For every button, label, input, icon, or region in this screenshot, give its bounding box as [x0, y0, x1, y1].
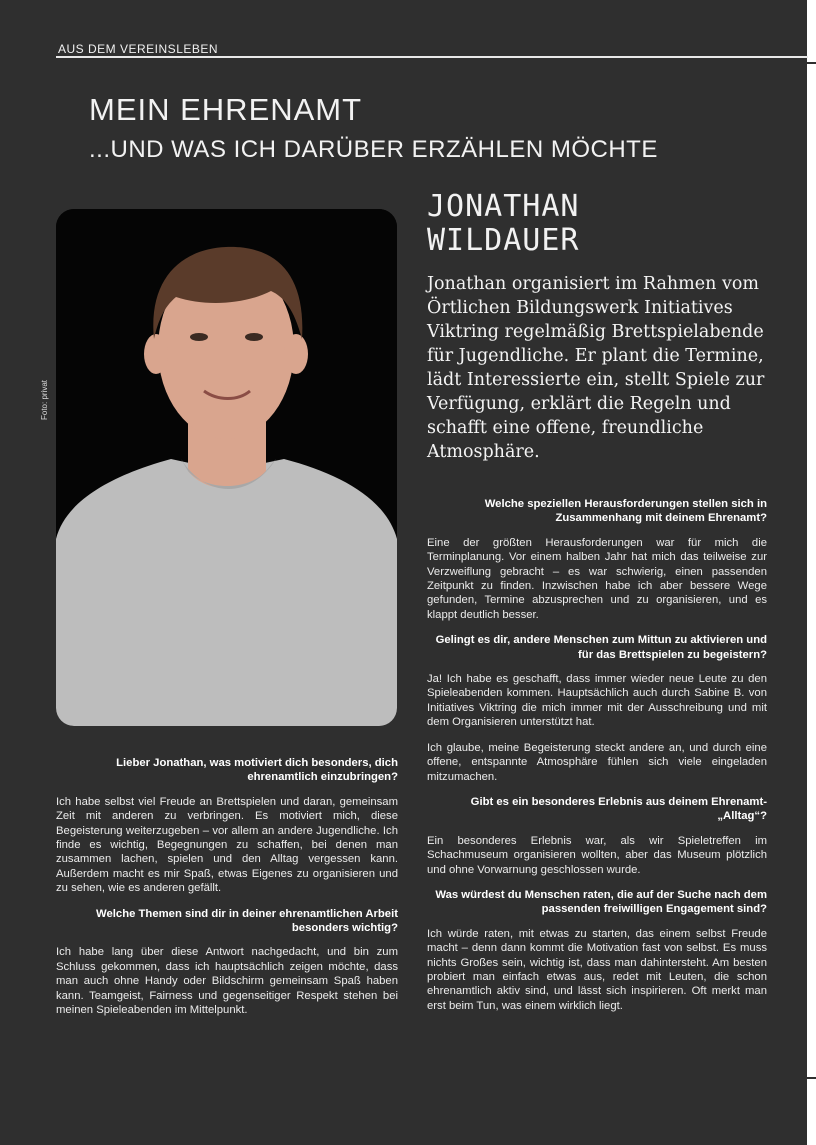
interview-question: Welche speziellen Herausforderungen stellen sich in Zusammenhang mit deinem Ehrenamt? [484, 498, 767, 525]
interview-answer: Ich habe lang über diese Antwort nachgedacht, und bin zum Schluss gekommen, dass ich hauptsächlich zeigen möchte, dass man auch ohne Handy oder Bildschirm gemeinsam Spaß haben kann. Teamgeist, Fairness und gegenseitiger Respekt stehen bei meinen Spieleabenden im Mittelpunkt. [56, 946, 398, 1017]
section-label: AUS DEM VEREINSLEBEN [58, 42, 219, 56]
page-edge-strip [807, 0, 816, 1145]
portrait-photo [56, 209, 397, 726]
interview-answer: Ich habe selbst viel Freude an Brettspielen und daran, gemeinsam Zeit mit anderen zu verbringen. Es motiviert mich, diese Begeisterung weiterzugeben – vor allem an andere Jugendliche. Ich finde es wichtig, Begegnungen zu schaffen, bei denen man zusammen lachen, spielen und den Alltag vergessen kann. Außerdem macht es mir Spaß, etwas Eigenes zu organisieren und zu sehen, wie es anderen gefällt. [56, 795, 398, 895]
person-intro: Jonathan organisiert im Rahmen vom Örtlichen Bildungswerk Initiatives Viktring regelmäßig Brettspielabende für Jugendliche. Er plant die Termine, lädt Interessierte ein, stellt Spiele zur Verfügung, erklärt die Regeln und schafft eine offene, freundliche Atmosphäre. [427, 274, 765, 462]
page-title: MEIN EHRENAMT [89, 92, 363, 127]
interview-question: Gibt es ein besonderes Erlebnis aus deinem Ehrenamt-„Alltag“? [470, 795, 767, 823]
edge-mark-bottom [807, 1077, 816, 1079]
edge-mark-top [807, 62, 816, 64]
interview-question: Gelingt es dir, andere Menschen zum Mittun zu aktivieren und für das Brettspielen zu begeistern? [435, 634, 767, 661]
page-subtitle: ...UND WAS ICH DARÜBER ERZÄHLEN MÖCHTE [89, 136, 658, 163]
interview-question: Lieber Jonathan, was motiviert dich besonders, dich ehrenamtlich einzubringen? [116, 757, 398, 784]
left-eye [190, 333, 208, 341]
person-name-first: JONATHAN [427, 189, 580, 224]
person-name [427, 190, 727, 258]
shirt-shape [56, 459, 397, 726]
header-rule [56, 56, 808, 58]
interview-column-left [56, 756, 398, 1029]
right-eye [245, 333, 263, 341]
portrait-illustration [56, 209, 397, 726]
right-ear [284, 334, 308, 374]
interview-question: Was würdest du Menschen raten, die auf der Suche nach dem passenden freiwilligen Engagement sind? [435, 888, 767, 916]
interview-question: Welche Themen sind dir in deiner ehrenamtlichen Arbeit besonders wichtig? [96, 907, 398, 935]
left-ear [144, 334, 168, 374]
person-name-last: WILDAUER [427, 223, 580, 258]
interview-column-right [427, 497, 767, 1024]
interview-answer: Ja! Ich habe es geschafft, dass immer wieder neue Leute zu den Spieleabenden kommen. Hauptsächlich auch durch Sabine B. von Initiatives Viktring die mich immer mit der Ausschreibung und mit dem Organisieren unterstützt hat. [427, 673, 767, 729]
interview-answer: Eine der größten Herausforderungen war für mich die Terminplanung. Vor einem halben Jahr hat mich das teilweise zur Verzweiflung gebracht – es war schwierig, einen passenden Zeitpunkt zu finden. Inzwischen habe ich aber bessere Wege gefunden, Termine abzusprechen und zu organisieren, und es klappt deutlich besser. [427, 536, 767, 621]
interview-answer: Ein besonderes Erlebnis war, als wir Spieletreffen im Schachmuseum organisieren wollten, aber das Museum plötzlich und ohne Vorwarnung geschlossen wurde. [427, 834, 767, 876]
photo-credit: Foto: privat [40, 379, 49, 420]
interview-answer: Ich glaube, meine Begeisterung steckt andere an, und durch eine offene, entspannte Atmosphäre fühlen sich viele eingeladen mitzumachen. [427, 741, 767, 783]
interview-answer: Ich würde raten, mit etwas zu starten, das einem selbst Freude macht – denn dann kommt die Motivation fast von selbst. Es muss nichts Großes sein, wichtig ist, dass man dahintersteht. Am besten probiert man einfach etwas aus, redet mit Leuten, die schon ehrenamtlich aktiv sind, und lässt sich inspirieren. Oft merkt man erst beim Tun, was einem wirklich liegt. [427, 927, 767, 1012]
